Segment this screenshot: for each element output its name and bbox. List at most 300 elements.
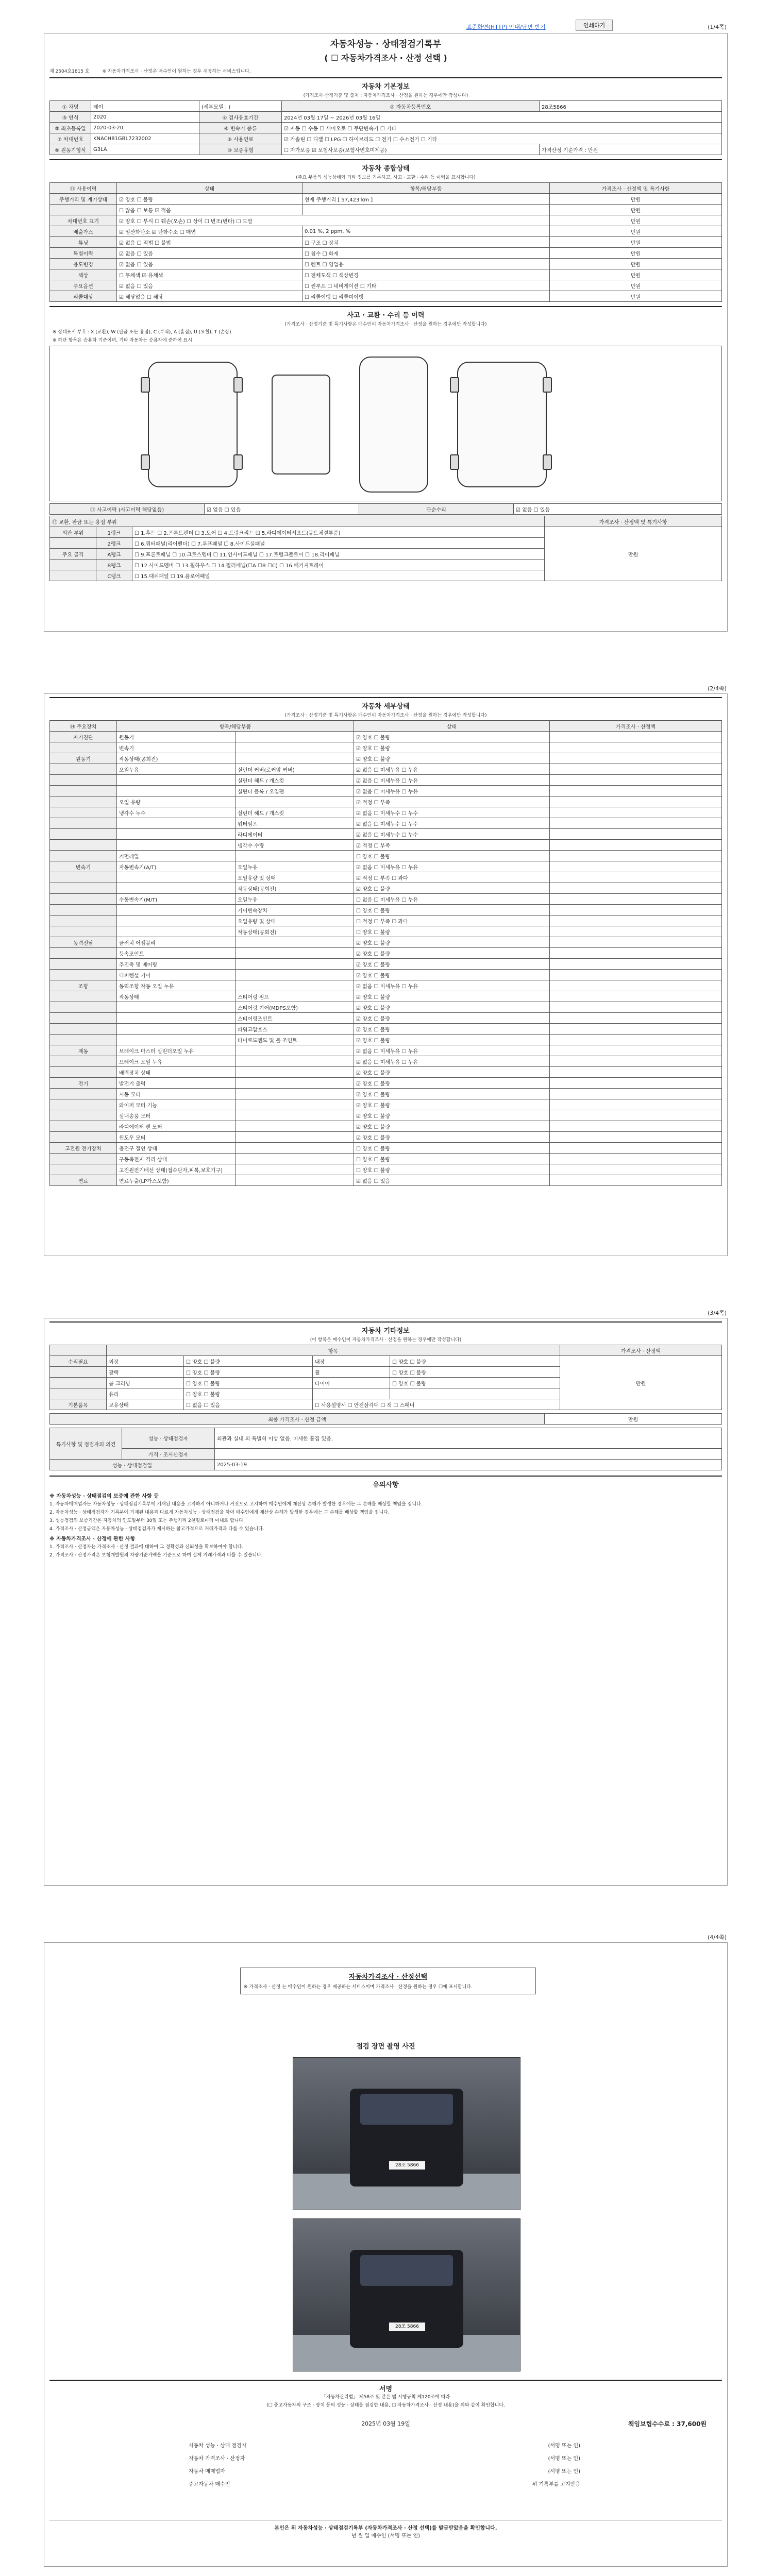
item-name: 연료누출(LP가스포함): [117, 1175, 236, 1186]
document-meta-note: ※ 자동차가격조사 · 산정은 매수인이 원하는 경우 제공하는 서비스입니다.: [102, 69, 251, 74]
device-category: [50, 948, 117, 959]
table-row: 가격 · 조사산정자: [50, 1449, 722, 1460]
price-cell: [550, 796, 722, 807]
table-row: [50, 1143, 722, 1154]
table-row: [50, 807, 722, 818]
receipt-confirmation: 본인은 위 자동차성능 · 상태점검기록부 (자동차가격조사 · 산정 선택)를 발급받았음을 확인합니다.: [49, 2520, 722, 2531]
item-name: 추진축 및 베어링: [117, 959, 236, 970]
device-category: [50, 872, 117, 883]
accident-history-title: 사고 · 교환 · 수리 등 이력: [49, 306, 722, 320]
signature-date: 2025년 03월 19일: [361, 2420, 410, 2427]
item-name: 고전원전기배선 상태(접속단자,피복,보호기구): [117, 1164, 236, 1175]
device-category: [50, 1132, 117, 1143]
signature-field[interactable]: (서명 또는 인): [548, 2469, 580, 2475]
part-name: [236, 1056, 354, 1067]
overall-status-note: (주요 부품의 성능상태와 기타 정보를 기록하고, 사고 · 교환 · 수리 등 이력을 표시합니다): [296, 175, 476, 180]
item-status: ☑ 없음 ☐ 미세누유 ☐ 누유: [354, 775, 550, 786]
device-category: [50, 1099, 117, 1110]
table-row: 튜닝 ☑ 없음 ☐ 적법 ☐ 불법 ☐ 구조 ☐ 장치 만원: [50, 237, 722, 248]
table-row: 특기사항 및 점검자의 의견 성능 · 상태점검자 외관과 실내 외 특별히 이상 없음. 미세한 흠집 있음.: [50, 1428, 722, 1449]
inspection-photo-rear: [293, 2218, 520, 2371]
table-row: 용도변경 ☑ 없음 ☐ 있음 ☐ 렌트 ☐ 영업용 만원: [50, 259, 722, 269]
item-name: 수동변속기(M/T): [117, 894, 236, 905]
item-name: 충전구 절연 상태: [117, 1143, 236, 1154]
device-category: [50, 1121, 117, 1132]
item-name: 브레이크 마스터 실린더오일 누유: [117, 1045, 236, 1056]
part-name: 타이로드엔드 및 볼 조인트: [236, 1035, 354, 1045]
table-row: [50, 1002, 722, 1013]
overall-status-table: ⑪ 사용이력 상태 항목/해당부품 가격조사 · 산정액 및 특기사항 주행거리 및 계기상태 ☑ 양호 ☐ 불량 현재 주행거리 [ 57,423 km ] 만원 ☐ 많음 ☐ 보통 ☑ 적음 만원 차대번호 표기 ☑ 양호 ☐ 부식 ☐ 훼손(오손) ☐ 상이 ☐ 변조(변타) ☐ 도말 만원 배출가스 ☑ 일산화탄소 ☑ 탄화수소 ☐ 매연 0.01 %, 2 ppm, % 만원 튜닝 ☑ 없음 ☐ 적법 ☐ 불법 ☐ 구조 ☐ 장치 만원 특별이력 ☑ 없음 ☐ 있음 ☐ 침수 ☐ 화재 만원 용도변경 ☑ 없음 ☐ 있음 ☐ 렌트 ☐ 영업용 만원 색상 ☐ 무채색 ☑ 유채색 ☐ 전체도색 ☐ 색상변경 만원 주요옵션 ☑ 없음 ☐ 있음 ☐ 썬루프 ☐ 네비게이션 ☐ 기타 만원 리콜대상 ☑ 해당없음 ☐ 해당 ☐ 리콜이행 ☐ 리콜미이행 만원: [49, 182, 722, 302]
price-cell: [550, 753, 722, 764]
table-row: [50, 818, 722, 829]
device-category: [50, 1024, 117, 1035]
item-status: ☐ 양호 ☐ 불량: [354, 1154, 550, 1164]
item-name: 브레이크 오일 누유: [117, 1056, 236, 1067]
item-name: 시동 모터: [117, 1089, 236, 1099]
table-row: [50, 1121, 722, 1132]
item-name: [117, 775, 236, 786]
table-row: [50, 905, 722, 916]
part-name: 스티어링 펌프: [236, 991, 354, 1002]
basic-info-title: 자동차 기본정보: [49, 77, 722, 92]
device-category: 원동기: [50, 753, 117, 764]
table-row: 수리필요 외장 ☐ 양호 ☐ 불량 내장 ☐ 양호 ☐ 불량 만원: [50, 1356, 722, 1367]
price-cell: [550, 775, 722, 786]
price-cell: [550, 732, 722, 742]
item-status: ☑ 양호 ☐ 불량: [354, 1099, 550, 1110]
item-name: 오일 유량: [117, 796, 236, 807]
table-row: [50, 1154, 722, 1164]
price-cell: [550, 980, 722, 991]
car-outline-left: [148, 362, 238, 487]
item-status: ☑ 양호 ☐ 불량: [354, 1089, 550, 1099]
part-name: 작동상태(공회전): [236, 883, 354, 894]
item-name: 구동축전지 격리 상태: [117, 1154, 236, 1164]
table-row: ⑤ 최초등록일 2020-03-20 ⑥ 변속기 종류 ☑ 자동 ☐ 수동 ☐ 세미오토 ☐ 무단변속기 ☐ 기타: [50, 123, 722, 133]
item-status: ☑ 양호 ☐ 불량: [354, 1024, 550, 1035]
license-plate: 28조 5866: [389, 2161, 426, 2170]
table-row: ☐ 많음 ☐ 보통 ☑ 적음 만원: [50, 205, 722, 215]
device-category: [50, 926, 117, 937]
device-category: [50, 796, 117, 807]
accident-history-note: (가격조사 · 산정기준 및 특기사항은 매수인이 자동차가격조사 · 산정을 원하는 경우에만 작성합니다): [284, 322, 487, 327]
document-meta: [49, 67, 722, 74]
overall-status-title: 자동차 종합상태: [49, 159, 722, 174]
table-row: [50, 861, 722, 872]
part-name: [236, 1045, 354, 1056]
part-name: [236, 1078, 354, 1089]
device-category: [50, 1110, 117, 1121]
part-name: 작동상태(공회전): [236, 926, 354, 937]
device-category: [50, 1013, 117, 1024]
wheel-icon: [450, 454, 459, 470]
price-cell: [550, 1056, 722, 1067]
insurance-fee: 책임보험수수료 : 37,600원: [628, 2420, 707, 2428]
item-name: 실내송풍 모터: [117, 1110, 236, 1121]
part-name: 파워고압호스: [236, 1024, 354, 1035]
price-cell: [550, 959, 722, 970]
table-row: B랭크 ☐ 12.사이드멤버 ☐ 13.휠하우스 ☐ 14.필러패널(☐A ☐B ☐C) ☐ 16.패키지트레이: [50, 560, 722, 570]
help-link[interactable]: 표준화면(HTTP) 안내/답변 받기: [466, 24, 546, 30]
price-cell: [550, 872, 722, 883]
table-row: [50, 829, 722, 840]
wheel-icon: [141, 454, 150, 470]
item-status: ☑ 양호 ☐ 불량: [354, 1035, 550, 1045]
price-cell: [550, 894, 722, 905]
detail-status-table: ⑭ 주요장치 항목/해당부품 상태 가격조사 · 산정액 자기진단 원동기 ☑ 양호 ☐ 불량 변속기 ☑ 양호 ☐ 불량 원동기 작동상태(공회전) ☑ 양호 ☐ 불량 오일누유 실린더 커버(로커암 커버) ☑ 없음 ☐ 미세누유 ☐ 누유 실린더 헤드 / 개스킷 ☑ 없음 ☐ 미세누유 ☐ 누유 실린더 블록 / 오일팬 ☑ 없음 ☐ 미세누유 ☐ 누유 오일 유량 ☑ 적정 ☐ 부족 냉각수 누수 실린더 헤드 / 개스킷 ☑ 없음 ☐ 미세누수 ☐ 누수 워터펌프 ☑ 없음 ☐ 미세누수 ☐ 누수 라디에이터 ☑ 없음 ☐ 미세누수 ☐ 누수 냉각수 수량 ☑ 적정 ☐ 부족 커먼레일 ☐ 양호 ☐ 불량 변속기 자동변속기(A/T) 오일누유 ☑ 없음 ☐ 미세누유 ☐ 누유 오일유량 및 상태 ☑ 적정 ☐ 부족 ☐ 과다 작동상태(공회전) ☑ 양호 ☐ 불량 수동변속기(M/T) 오일누유 ☐ 없음 ☐ 미세누유 ☐ 누유 기어변속장치 ☐ 양호 ☐ 불량 오일유량 및 상태 ☐ 적정 ☐ 부족 ☐ 과다 작동상태(공회전) ☐ 양호 ☐ 불량 동력전달 클러치 어셈블리 ☑ 양호 ☐ 불량 등속조인트 ☑ 양호 ☐ 불량 추진축 및 베어링 ☑ 양호 ☐ 불량 디퍼렌셜 기어 ☑ 양호 ☐ 불량 조향 동력조향 작동 오일 누유 ☑ 없음 ☐ 미세누유 ☐ 누유 작동상태 스티어링 펌프 ☑ 양호 ☐ 불량 스티어링 기어(MDPS포함) ☑ 양호 ☐ 불량 스티어링조인트 ☑ 양호 ☐ 불량 파워고압호스 ☑ 양호 ☐ 불량 타이로드엔드 및 볼 조인트 ☑ 양호 ☐ 불량 제동 브레이크 마스터 실린더오일 누유 ☑ 없음 ☐ 미세누유 ☐ 누유 브레이크 오일 누유 ☑ 없음 ☐ 미세누유 ☐ 누유 배력장치 상태 ☑ 양호 ☐ 불량 전기 발전기 출력 ☑ 양호 ☐ 불량 시동 모터 ☑ 양호 ☐ 불량 와이퍼 모터 기능 ☑ 양호 ☐ 불량 실내송풍 모터 ☑ 양호 ☐ 불량 라디에이터 팬 모터 ☑ 양호 ☐ 불량 윈도우 모터 ☑ 양호 ☐ 불량 고전원 전기장치 충전구 절연 상태 ☐ 양호 ☐ 불량 구동축전지 격리 상태 ☐ 양호 ☐ 불량 고전원전기배선 상태(접속단자,피복,보호기구) ☐ 양호 ☐ 불량 연료 연료누출(LP가스포함) ☑ 없음 ☐ 있음: [49, 720, 722, 1186]
item-status: ☐ 없음 ☐ 미세누유 ☐ 누유: [354, 894, 550, 905]
item-name: [117, 818, 236, 829]
part-name: [236, 732, 354, 742]
exchange-table: ⑬ 교환, 판금 또는 용접 부위 가격조사 · 산정액 및 특기사항 외판 부위 1랭크 ☐ 1.후드 ☐ 2.프론트펜더 ☐ 3.도어 ☐ 4.트렁크리드 ☐ 5.라디에이터서포트(볼트체결부품) 만원 2랭크 ☐ 6.쿼터패널(리어펜더) ☐ 7.루프패널 ☐ 8.사이드실패널 주요 골격 A랭크 ☐ 9.프론트패널 ☐ 10.크로스멤버 ☐ 11.인사이드패널 ☐ 17.트렁크플로어 ☐ 18.리어패널 B랭크 ☐ 12.사이드멤버 ☐ 13.휠하우스 ☐ 14.필러패널(☐A ☐B ☐C) ☐ 16.패키지트레이 C랭크 ☐ 15.대쉬패널 ☐ 19.플로어패널: [49, 516, 722, 581]
device-category: [50, 775, 117, 786]
price-cell: [550, 883, 722, 894]
part-name: [236, 948, 354, 959]
item-status: ☑ 없음 ☐ 미세누유 ☐ 누유: [354, 980, 550, 991]
device-category: 제동: [50, 1045, 117, 1056]
item-name: 발전기 출력: [117, 1078, 236, 1089]
item-status: ☐ 양호 ☐ 불량: [354, 905, 550, 916]
signature-statement: 「자동차관리법」 제58조 및 같은 법 시행규칙 제120조에 따라 (☐ 중고자동차의 구조 · 장치 등의 성능 · 상태를 점검한 내용, ☐ 자동차가격조사 · 산정 내용)을 위와 같이 확인합니다.: [266, 2395, 505, 2408]
item-name: [117, 1024, 236, 1035]
price-cell: [550, 851, 722, 861]
table-row: 차대번호 표기 ☑ 양호 ☐ 부식 ☐ 훼손(오손) ☐ 상이 ☐ 변조(변타) ☐ 도말 만원: [50, 215, 722, 226]
table-row: ⑦ 차대번호 KNACH81GBL7232002 ⑧ 사용연료 ☑ 가솔린 ☐ 디젤 ☐ LPG ☐ 하이브리드 ☐ 전기 ☐ 수소전기 ☐ 기타: [50, 133, 722, 144]
item-status: ☑ 없음 ☐ 미세누수 ☐ 누수: [354, 829, 550, 840]
item-status: ☑ 없음 ☐ 미세누유 ☐ 누유: [354, 764, 550, 775]
part-name: [236, 937, 354, 948]
price-selection-text: ※ 가격조사 · 산정 는 매수인이 원하는 경우 제공하는 서비스이며 가격조사 · 산정을 원하는 경우 ☐에 표시합니다.: [244, 1985, 473, 1990]
page-3: [44, 1318, 728, 1886]
item-name: [117, 840, 236, 851]
item-name: [117, 916, 236, 926]
device-category: [50, 829, 117, 840]
table-row: [50, 1164, 722, 1175]
table-row: [50, 1035, 722, 1045]
price-cell: [550, 829, 722, 840]
table-row: 외판 부위 1랭크 ☐ 1.후드 ☐ 2.프론트펜더 ☐ 3.도어 ☐ 4.트렁크리드 ☐ 5.라디에이터서포트(볼트체결부품) 만원: [50, 527, 722, 538]
page-1: [44, 33, 728, 632]
item-status: ☑ 양호 ☐ 불량: [354, 1121, 550, 1132]
item-name: [117, 872, 236, 883]
price-cell: [550, 1045, 722, 1056]
table-row: [50, 840, 722, 851]
table-row: [50, 970, 722, 980]
item-name: [117, 829, 236, 840]
item-status: ☑ 없음 ☐ 있음: [354, 1175, 550, 1186]
price-cell: [550, 1078, 722, 1089]
table-row: [50, 1099, 722, 1110]
item-status: ☑ 없음 ☐ 미세누유 ☐ 누유: [354, 1045, 550, 1056]
item-status: ☑ 양호 ☐ 불량: [354, 970, 550, 980]
price-cell: [550, 1099, 722, 1110]
item-name: 오일누유: [117, 764, 236, 775]
item-name: 원동기: [117, 732, 236, 742]
table-row: 주행거리 및 계기상태 ☑ 양호 ☐ 불량 현재 주행거리 [ 57,423 km ] 만원: [50, 194, 722, 205]
wheel-icon: [233, 454, 243, 470]
price-cell: [550, 1013, 722, 1024]
table-row: [50, 1024, 722, 1035]
part-name: [236, 753, 354, 764]
item-name: 등속조인트: [117, 948, 236, 959]
part-name: 실린더 헤드 / 개스킷: [236, 807, 354, 818]
item-status: ☑ 적정 ☐ 부족: [354, 796, 550, 807]
signature-field[interactable]: (서명 또는 인): [548, 2456, 580, 2462]
table-row: [50, 916, 722, 926]
part-name: 스티어링 기어(MDPS포함): [236, 1002, 354, 1013]
price-cell: [550, 1089, 722, 1099]
table-row: [50, 786, 722, 796]
table-row: 특별이력 ☑ 없음 ☐ 있음 ☐ 침수 ☐ 화재 만원: [50, 248, 722, 259]
price-cell: [550, 1154, 722, 1164]
table-row: [50, 1013, 722, 1024]
item-status: ☑ 양호 ☐ 불량: [354, 948, 550, 959]
price-cell: [550, 818, 722, 829]
car-outline-top: [359, 357, 428, 493]
photos-title: 점검 장면 촬영 사진: [356, 2043, 415, 2050]
accident-table: [49, 503, 722, 515]
item-status: ☑ 없음 ☐ 미세누수 ☐ 누수: [354, 807, 550, 818]
page-number: (1/4쪽): [708, 24, 727, 30]
device-category: [50, 1089, 117, 1099]
device-category: [50, 1002, 117, 1013]
table-row: [50, 926, 722, 937]
item-status: ☑ 양호 ☐ 불량: [354, 937, 550, 948]
document-number: 제 2504호1815 호: [49, 69, 90, 74]
other-info-title: 자동차 기타정보: [49, 1321, 722, 1336]
table-row: [50, 980, 722, 991]
other-info-note: (이 항목은 매수인이 자동차가격조사 · 산정을 원하는 경우에만 작성합니다): [310, 1337, 462, 1343]
inspection-photo-front: [293, 2057, 520, 2210]
device-category: [50, 764, 117, 775]
table-row: C랭크 ☐ 15.대쉬패널 ☐ 19.플로어패널: [50, 570, 722, 581]
page-number: (3/4쪽): [708, 1310, 727, 1316]
table-row: [50, 937, 722, 948]
receipt-signature-line[interactable]: 년 월 일 매수인 (서명 또는 인): [351, 2533, 421, 2539]
car-outline-front: [272, 375, 330, 474]
device-category: [50, 970, 117, 980]
top-toolbar: [466, 20, 727, 32]
device-category: [50, 840, 117, 851]
device-category: [50, 786, 117, 796]
item-status: ☑ 양호 ☐ 불량: [354, 1110, 550, 1121]
part-name: [236, 851, 354, 861]
part-name: 오일누유: [236, 861, 354, 872]
item-name: 변속기: [117, 742, 236, 753]
device-category: 연료: [50, 1175, 117, 1186]
item-name: 와이퍼 모터 기능: [117, 1099, 236, 1110]
part-name: 실린더 커버(로커암 커버): [236, 764, 354, 775]
item-name: [117, 1002, 236, 1013]
item-name: [117, 786, 236, 796]
table-row: [50, 851, 722, 861]
table-row: [50, 1132, 722, 1143]
price-cell: [550, 1143, 722, 1154]
table-row: [50, 1056, 722, 1067]
accident-legend: ※ 상태표시 부호 : X (교환), W (판금 또는 용접), C (부식), A (흠집), U (요철), T (손상) ※ 하단 항목은 승용차 기준이며, 기타 자동차는 승용차에 준하여 표시: [53, 330, 231, 343]
item-status: ☐ 양호 ☐ 불량: [354, 1164, 550, 1175]
price-cell: [550, 948, 722, 959]
notice-title: 유의사항: [49, 1476, 722, 1490]
device-category: [50, 883, 117, 894]
item-status: ☑ 양호 ☐ 불량: [354, 1078, 550, 1089]
item-status: ☑ 적정 ☐ 부족 ☐ 과다: [354, 872, 550, 883]
device-category: [50, 1164, 117, 1175]
item-status: ☑ 없음 ☐ 미세누유 ☐ 누유: [354, 861, 550, 872]
item-name: 동력조향 작동 오일 누유: [117, 980, 236, 991]
item-status: ☑ 없음 ☐ 미세누유 ☐ 누유: [354, 1056, 550, 1067]
car-diagram: [49, 346, 722, 501]
wheel-icon: [141, 377, 150, 393]
device-category: 조향: [50, 980, 117, 991]
document-title: 자동차성능 · 상태점검기록부: [330, 39, 442, 49]
part-name: [236, 742, 354, 753]
price-cell: [550, 786, 722, 796]
table-row: 2랭크 ☐ 6.쿼터패널(리어펜더) ☐ 7.루프패널 ☐ 8.사이드실패널: [50, 538, 722, 549]
price-cell: [550, 1024, 722, 1035]
part-name: 스티어링조인트: [236, 1013, 354, 1024]
price-cell: [550, 764, 722, 775]
price-cell: [550, 1035, 722, 1045]
table-row: 성능 · 상태점검일 2025-03-19: [50, 1460, 722, 1470]
page-number: (4/4쪽): [708, 1934, 727, 1941]
table-row: [50, 1067, 722, 1078]
detail-status-title: 자동차 세부상태: [49, 697, 722, 711]
part-name: 오일누유: [236, 894, 354, 905]
part-name: [236, 1121, 354, 1132]
signature-title: 서명: [49, 2380, 722, 2394]
table-row: [50, 1045, 722, 1056]
price-cell: [550, 1110, 722, 1121]
table-row: [50, 1078, 722, 1089]
device-category: [50, 807, 117, 818]
table-row: 유리 ☐ 양호 ☐ 불량: [50, 1388, 722, 1399]
table-row: [50, 764, 722, 775]
device-category: [50, 991, 117, 1002]
price-cell: [550, 1002, 722, 1013]
document-subtitle: ( ☐ 자동차가격조사 · 산정 선택 ): [324, 53, 447, 63]
table-row: [50, 796, 722, 807]
part-name: [236, 1132, 354, 1143]
device-category: [50, 851, 117, 861]
item-name: 라디에이터 팬 모터: [117, 1121, 236, 1132]
price-cell: [550, 1132, 722, 1143]
item-status: ☐ 양호 ☐ 불량: [354, 1143, 550, 1154]
part-name: 오일유량 및 상태: [236, 872, 354, 883]
part-name: [236, 1143, 354, 1154]
device-category: [50, 1154, 117, 1164]
table-row: [50, 991, 722, 1002]
table-row: 광택 ☐ 양호 ☐ 불량 휠 ☐ 양호 ☐ 불량: [50, 1367, 722, 1378]
item-name: 냉각수 누수: [117, 807, 236, 818]
device-category: [50, 742, 117, 753]
item-name: 윈도우 모터: [117, 1132, 236, 1143]
device-category: 전기: [50, 1078, 117, 1089]
part-name: [236, 1089, 354, 1099]
table-row: [50, 1089, 722, 1099]
item-status: ☐ 적정 ☐ 부족 ☐ 과다: [354, 916, 550, 926]
part-name: [236, 1154, 354, 1164]
table-row: ① 차명 레이 (세부모델 : ) ② 자동차등록번호 28조5866: [50, 101, 722, 112]
price-cell: [550, 926, 722, 937]
table-row: 배출가스 ☑ 일산화탄소 ☑ 탄화수소 ☐ 매연 0.01 %, 2 ppm, % 만원: [50, 226, 722, 237]
detail-status-note: (가격조사 · 산정기준 및 특기사항은 매수인이 자동차가격조사 · 산정을 원하는 경우에만 작성합니다): [284, 713, 487, 718]
part-name: [236, 959, 354, 970]
item-name: [117, 1035, 236, 1045]
part-name: 워터펌프: [236, 818, 354, 829]
page-2: [44, 693, 728, 1256]
part-name: 오일유량 및 상태: [236, 916, 354, 926]
table-row: [50, 948, 722, 959]
table-row: [50, 1175, 722, 1186]
final-price-table: 최종 가격조사 · 산정 금액 만원: [49, 1413, 722, 1425]
item-status: ☑ 적정 ☐ 부족: [354, 840, 550, 851]
device-category: [50, 905, 117, 916]
table-row: ⑫ 사고이력 (사고이력 해당없음) ☑ 없음 ☐ 있음 단순수리 ☑ 없음 ☐ 있음: [50, 504, 722, 515]
device-category: [50, 1035, 117, 1045]
price-cell: [550, 1121, 722, 1132]
item-status: ☑ 양호 ☐ 불량: [354, 1002, 550, 1013]
item-status: ☑ 없음 ☐ 미세누유 ☐ 누유: [354, 786, 550, 796]
item-status: ☑ 양호 ☐ 불량: [354, 991, 550, 1002]
device-category: [50, 1056, 117, 1067]
part-name: [236, 1067, 354, 1078]
table-row: [50, 959, 722, 970]
print-button[interactable]: 인쇄하기: [576, 20, 613, 31]
price-cell: [550, 970, 722, 980]
table-row: ⑨ 원동기형식 G3LA ⑩ 보증유형 ☐ 자가보증 ☑ 보험사보증(보험사번호미제공) 가격산정 기준가격 : 만원: [50, 144, 722, 155]
basic-info-table: [49, 100, 722, 155]
price-cell: [550, 742, 722, 753]
item-status: ☑ 양호 ☐ 불량: [354, 1013, 550, 1024]
item-status: ☑ 양호 ☐ 불량: [354, 753, 550, 764]
table-row: 색상 ☐ 무채색 ☑ 유채색 ☐ 전체도색 ☐ 색상변경 만원: [50, 269, 722, 280]
item-name: 작동상태(공회전): [117, 753, 236, 764]
wheel-icon: [543, 454, 552, 470]
part-name: 기어변속장치: [236, 905, 354, 916]
license-plate: 28조 5866: [389, 2322, 426, 2331]
part-name: 실린더 블록 / 오일팬: [236, 786, 354, 796]
item-name: 커먼레일: [117, 851, 236, 861]
price-cell: [550, 1164, 722, 1175]
device-category: 동력전달: [50, 937, 117, 948]
item-name: 디퍼렌셜 기어: [117, 970, 236, 980]
item-name: [117, 883, 236, 894]
item-status: ☑ 양호 ☐ 불량: [354, 1132, 550, 1143]
price-selection-title: 자동차가격조사 · 산정선택: [348, 1973, 428, 1981]
item-name: 클러치 어셈블리: [117, 937, 236, 948]
part-name: [236, 1164, 354, 1175]
item-name: [117, 926, 236, 937]
price-cell: [550, 916, 722, 926]
table-row: [50, 742, 722, 753]
price-cell: [550, 840, 722, 851]
signers: 자동차 성능 · 상태 점검자 (서명 또는 인) 자동차 가격조사 · 산정자 (서명 또는 인) 자동차 매매업자 (서명 또는 인) 중고자동차 매수인 위 기록부를 고지받음: [189, 2443, 580, 2487]
signature-field[interactable]: (서명 또는 인): [548, 2443, 580, 2449]
device-category: [50, 959, 117, 970]
item-name: 자동변속기(A/T): [117, 861, 236, 872]
device-category: 고전원 전기장치: [50, 1143, 117, 1154]
item-status: ☑ 양호 ☐ 불량: [354, 959, 550, 970]
price-cell: [550, 991, 722, 1002]
item-status: ☑ 없음 ☐ 미세누수 ☐ 누수: [354, 818, 550, 829]
basic-info-note: (가격조사·산정기준 및 출처 : 자동차가격조사 · 산정을 원하는 경우에만 작성니다): [303, 93, 468, 98]
page-4: [44, 1942, 728, 2567]
device-category: [50, 894, 117, 905]
notice-body: ※ 자동차성능 · 상태점검의 보증에 관한 사항 등 1. 자동차매매업자는 자동차성능 · 상태점검기록부에 기재된 내용을 고지하지 아니하거나 거짓으로 고지하여 매수인에게 재산상 손해가 발생한 경우에는 그 손해를 배상할 책임을 집니다. 2. 자동차성능 · 상태점검자가 기록부에 기재된 내용과 다르게 자동차성능 · 상태점검을 하여 매수인에게 재산상 손해가 발생한 경우에는 그 손해를 배상할 책임을 집니다. 3. 성능점검의 보증기간은 자동차의 인도일부터 30일 또는 주행거리 2천킬로미터 이내로 합니다. 4. 가격조사 · 산정금액은 자동차성능 · 상태점검자가 제시하는 참고가격으로 거래가격과 다를 수 있습니다. ※ 자동차가격조사 · 산정에 관한 사항 1. 가격조사 · 산정자는 가격조사 · 산정 결과에 대하여 그 정확성과 신뢰성을 확보하여야 합니다. 2. 가격조사 · 산정가격은 보험개발원의 차량기준가액을 기준으로 하며 실제 거래가격과 다를 수 있습니다.: [49, 1494, 423, 1558]
price-cell: [550, 1175, 722, 1186]
device-category: 자기진단: [50, 732, 117, 742]
